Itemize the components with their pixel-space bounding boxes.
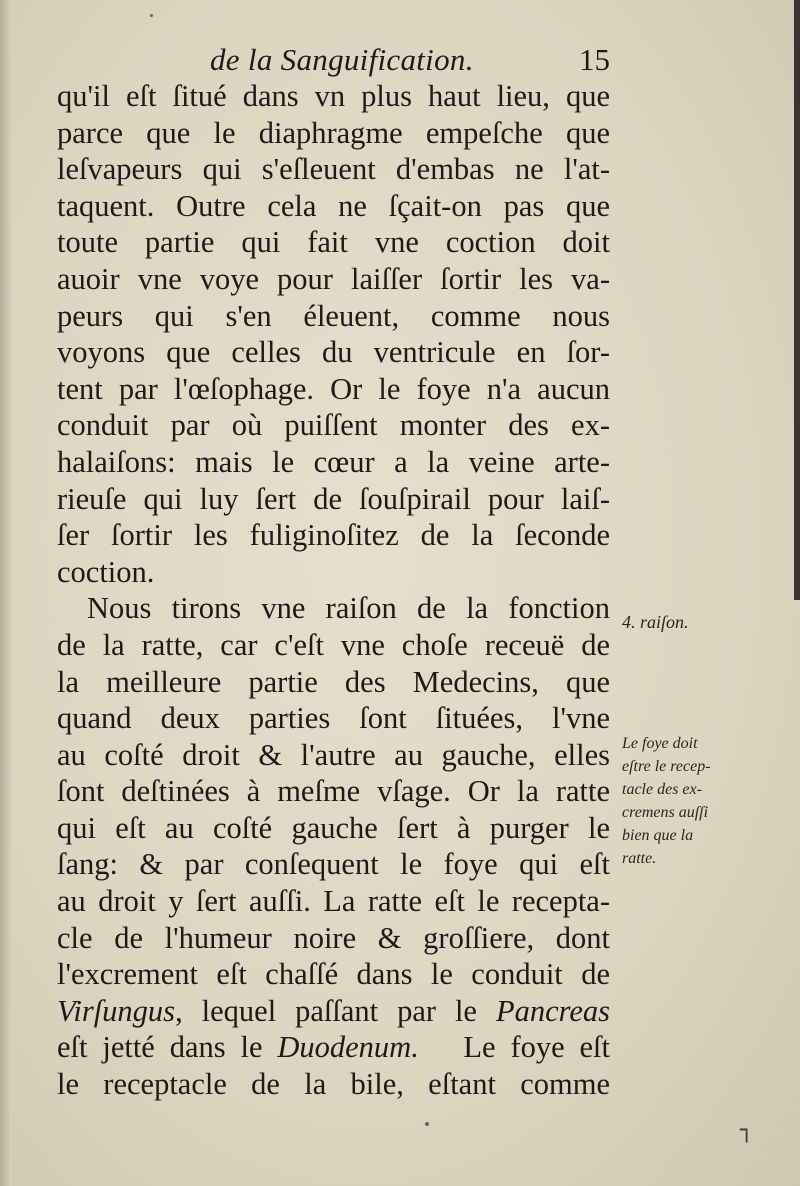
- text-line: coction.: [57, 554, 155, 589]
- running-title: de la Sanguification.: [210, 42, 474, 77]
- margin-note-line: tacle des ex-: [622, 781, 702, 798]
- margin-note-line: ratte.: [622, 850, 657, 867]
- text-line: de la ratte, car c'eſt vne choſe receuë de: [57, 627, 610, 662]
- text-line: qui eſt au coſté gauche ſert à purger le: [57, 810, 610, 845]
- text-line: ſont deſtinées à meſme vſage. Or la ratte: [57, 774, 610, 809]
- page-gutter-shadow: [0, 0, 12, 1186]
- text-line: voyons que celles du ventricule en ſor-: [57, 335, 610, 370]
- text-line: quand deux parties ſont ſituées, l'vne: [57, 701, 610, 736]
- text-line: conduit par où puiſſent monter des ex-: [57, 408, 610, 443]
- text-line: tent par l'œſophage. Or le foye n'a aucun: [57, 371, 610, 406]
- margin-note-line: cremens auſſi: [622, 804, 709, 821]
- italic-term: Pancreas: [495, 993, 610, 1028]
- text-line: la meilleure partie des Medecins, que: [57, 664, 610, 699]
- text-line: peurs qui s'en éleuent, comme nous: [57, 298, 610, 333]
- text-line-virsungus: Virſungus, lequel paſſant par le Pancreas: [57, 993, 610, 1028]
- paragraph-first-line: Nous tirons vne raiſon de la fonction: [87, 591, 610, 626]
- margin-note-raison: 4. raiſon.: [622, 612, 689, 632]
- text-line: cle de l'humeur noire & groſſiere, dont: [57, 920, 610, 955]
- page-header: [210, 42, 610, 82]
- corner-mark: ┐: [740, 1118, 754, 1143]
- text-line: toute partie qui fait vne coction doit: [57, 225, 610, 260]
- margin-note-line: bien que la: [622, 827, 694, 844]
- text-line: auoir vne voye pour laiſſer ſortir les va-: [57, 261, 610, 296]
- text-line-duodenum: eſt jetté dans le Duodenum. Le foye eſt: [57, 1030, 610, 1065]
- text-line: rieuſe qui luy ſert de ſouſpirail pour laiſ-: [57, 481, 610, 516]
- text-line: au droit y ſert auſſi. La ratte eſt le recepta-: [57, 884, 610, 919]
- text-line: ſer ſortir les fuliginoſitez de la ſeconde: [57, 518, 610, 553]
- italic-term: Duodenum.: [277, 1030, 419, 1065]
- text-line: parce que le diaphragme empeſche que: [57, 115, 610, 150]
- margin-note-foye: [622, 732, 762, 870]
- page-edge-shadow: [794, 0, 800, 600]
- text-line: halaiſons: mais le cœur a la veine arte-: [57, 444, 610, 479]
- page-number: 15: [579, 42, 610, 77]
- italic-term: Virſungus: [57, 993, 176, 1028]
- main-text-block: [57, 78, 610, 1103]
- margin-note-line: Le foye doit: [622, 735, 698, 752]
- text-line: le receptacle de la bile, eſtant comme: [57, 1067, 610, 1102]
- text-line: l'excrement eſt chaſſé dans le conduit de: [57, 957, 610, 992]
- text-line: qu'il eſt ſitué dans vn plus haut lieu, que: [57, 79, 610, 113]
- text-line: taquent. Outre cela ne ſçait-on pas que: [57, 188, 610, 223]
- text-line: leſvapeurs qui s'eſleuent d'embas ne l'at-: [57, 152, 610, 187]
- margin-note-line: eſtre le recep-: [622, 758, 711, 775]
- text-line: au coſté droit & l'autre au gauche, elles: [57, 737, 610, 772]
- ink-speck: [150, 14, 153, 17]
- ink-speck: [425, 1122, 429, 1126]
- text-line: ſang: & par conſequent le foye qui eſt: [57, 847, 610, 882]
